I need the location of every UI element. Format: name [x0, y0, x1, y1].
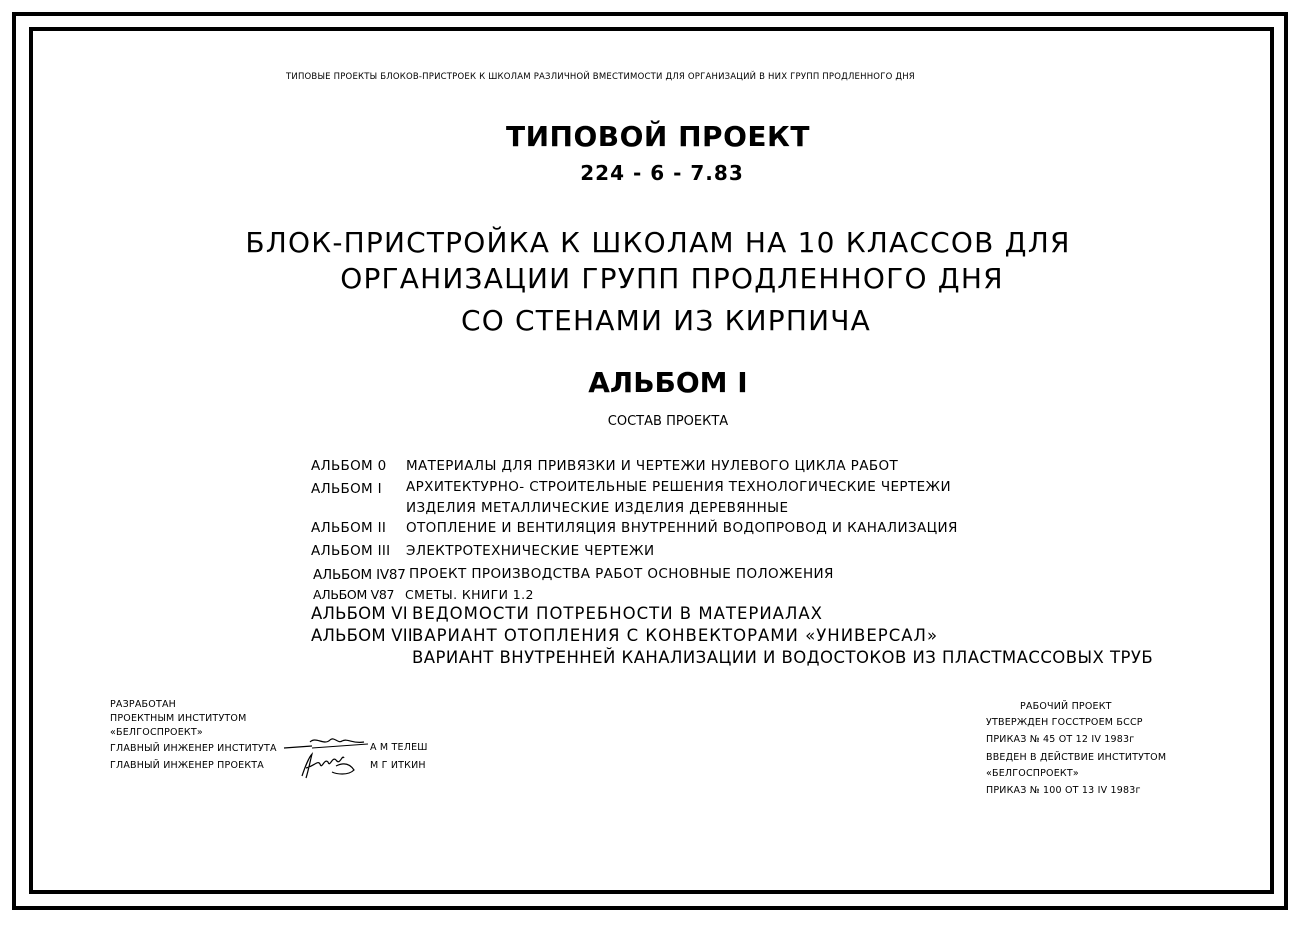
developer-line1: РАЗРАБОТАН [110, 699, 176, 710]
album-5-desc: СМЕТЫ. КНИГИ 1.2 [405, 587, 534, 602]
approval-line1: РАБОЧИЙ ПРОЕКТ [1020, 701, 1112, 712]
album-1-desc-cont: ИЗДЕЛИЯ МЕТАЛЛИЧЕСКИЕ ИЗДЕЛИЯ ДЕРЕВЯННЫЕ [406, 500, 789, 516]
main-title-line2: ОРГАНИЗАЦИИ ГРУПП ПРОДЛЕННОГО ДНЯ [340, 262, 1004, 295]
signature-itkin [296, 750, 360, 782]
approval-line2: УТВЕРЖДЕН ГОССТРОЕМ БССР [986, 717, 1143, 728]
album-5-label: АЛЬБОМ V87 [313, 587, 395, 602]
project-title: ТИПОВОЙ ПРОЕКТ [506, 120, 810, 153]
chief-engineer-institute-role: ГЛАВНЫЙ ИНЖЕНЕР ИНСТИТУТА [110, 743, 277, 754]
album-7-desc-cont: ВАРИАНТ ВНУТРЕННЕЙ КАНАЛИЗАЦИИ И ВОДОСТОКОВ ИЗ ПЛАСТМАССОВЫХ ТРУБ [412, 648, 1154, 667]
contents-heading: СОСТАВ ПРОЕКТА [607, 414, 729, 429]
album-2-desc: ОТОПЛЕНИЕ И ВЕНТИЛЯЦИЯ ВНУТРЕННИЙ ВОДОПРОВОД И КАНАЛИЗАЦИЯ [406, 520, 958, 536]
album-6-label: АЛЬБОМ VI [311, 604, 408, 623]
album-0-label: АЛЬБОМ 0 [311, 458, 387, 474]
album-title: АЛЬБОМ I [588, 366, 748, 399]
album-7-label: АЛЬБОМ VII [311, 626, 413, 645]
developer-line2: ПРОЕКТНЫМ ИНСТИТУТОМ [110, 713, 247, 724]
album-2-label: АЛЬБОМ II [311, 520, 387, 536]
album-3-desc: ЭЛЕКТРОТЕХНИЧЕСКИЕ ЧЕРТЕЖИ [406, 543, 655, 559]
album-3-label: АЛЬБОМ III [311, 543, 391, 559]
album-4-label: АЛЬБОМ IV87 [313, 567, 406, 583]
main-title-line3: СО СТЕНАМИ ИЗ КИРПИЧА [460, 304, 872, 337]
album-6-desc: ВЕДОМОСТИ ПОТРЕБНОСТИ В МАТЕРИАЛАХ [412, 604, 823, 623]
album-7-desc: ВАРИАНТ ОТОПЛЕНИЯ С КОНВЕКТОРАМИ «УНИВЕРСАЛ» [412, 626, 939, 645]
chief-engineer-project-name: М Г ИТКИН [370, 760, 426, 771]
approval-line6: ПРИКАЗ № 100 ОТ 13 IV 1983г [986, 785, 1141, 796]
approval-line5: «БЕЛГОСПРОЕКТ» [986, 768, 1079, 779]
developer-line3: «БЕЛГОСПРОЕКТ» [110, 727, 203, 738]
album-1-label: АЛЬБОМ I [311, 481, 382, 497]
project-number: 224 - 6 - 7.83 [580, 161, 744, 185]
series-title: ТИПОВЫЕ ПРОЕКТЫ БЛОКОВ-ПРИСТРОЕК К ШКОЛАМ РАЗЛИЧНОЙ ВМЕСТИМОСТИ ДЛЯ ОРГАНИЗАЦИЙ В НИХ ГРУПП ПРОДЛЕННОГО ДНЯ [286, 72, 915, 82]
album-0-desc: МАТЕРИАЛЫ ДЛЯ ПРИВЯЗКИ И ЧЕРТЕЖИ НУЛЕВОГО ЦИКЛА РАБОТ [406, 458, 899, 474]
main-title-line1: БЛОК-ПРИСТРОЙКА К ШКОЛАМ НА 10 КЛАССОВ ДЛЯ [245, 226, 1071, 259]
chief-engineer-project-role: ГЛАВНЫЙ ИНЖЕНЕР ПРОЕКТА [110, 760, 264, 771]
album-4-desc: ПРОЕКТ ПРОИЗВОДСТВА РАБОТ ОСНОВНЫЕ ПОЛОЖЕНИЯ [409, 566, 834, 582]
chief-engineer-institute-name: А М ТЕЛЕШ [370, 742, 428, 753]
approval-line3: ПРИКАЗ № 45 ОТ 12 IV 1983г [986, 734, 1135, 745]
approval-line4: ВВЕДЕН В ДЕЙСТВИЕ ИНСТИТУТОМ [986, 752, 1167, 763]
album-1-desc: АРХИТЕКТУРНО- СТРОИТЕЛЬНЫЕ РЕШЕНИЯ ТЕХНОЛОГИЧЕСКИЕ ЧЕРТЕЖИ [406, 479, 951, 495]
